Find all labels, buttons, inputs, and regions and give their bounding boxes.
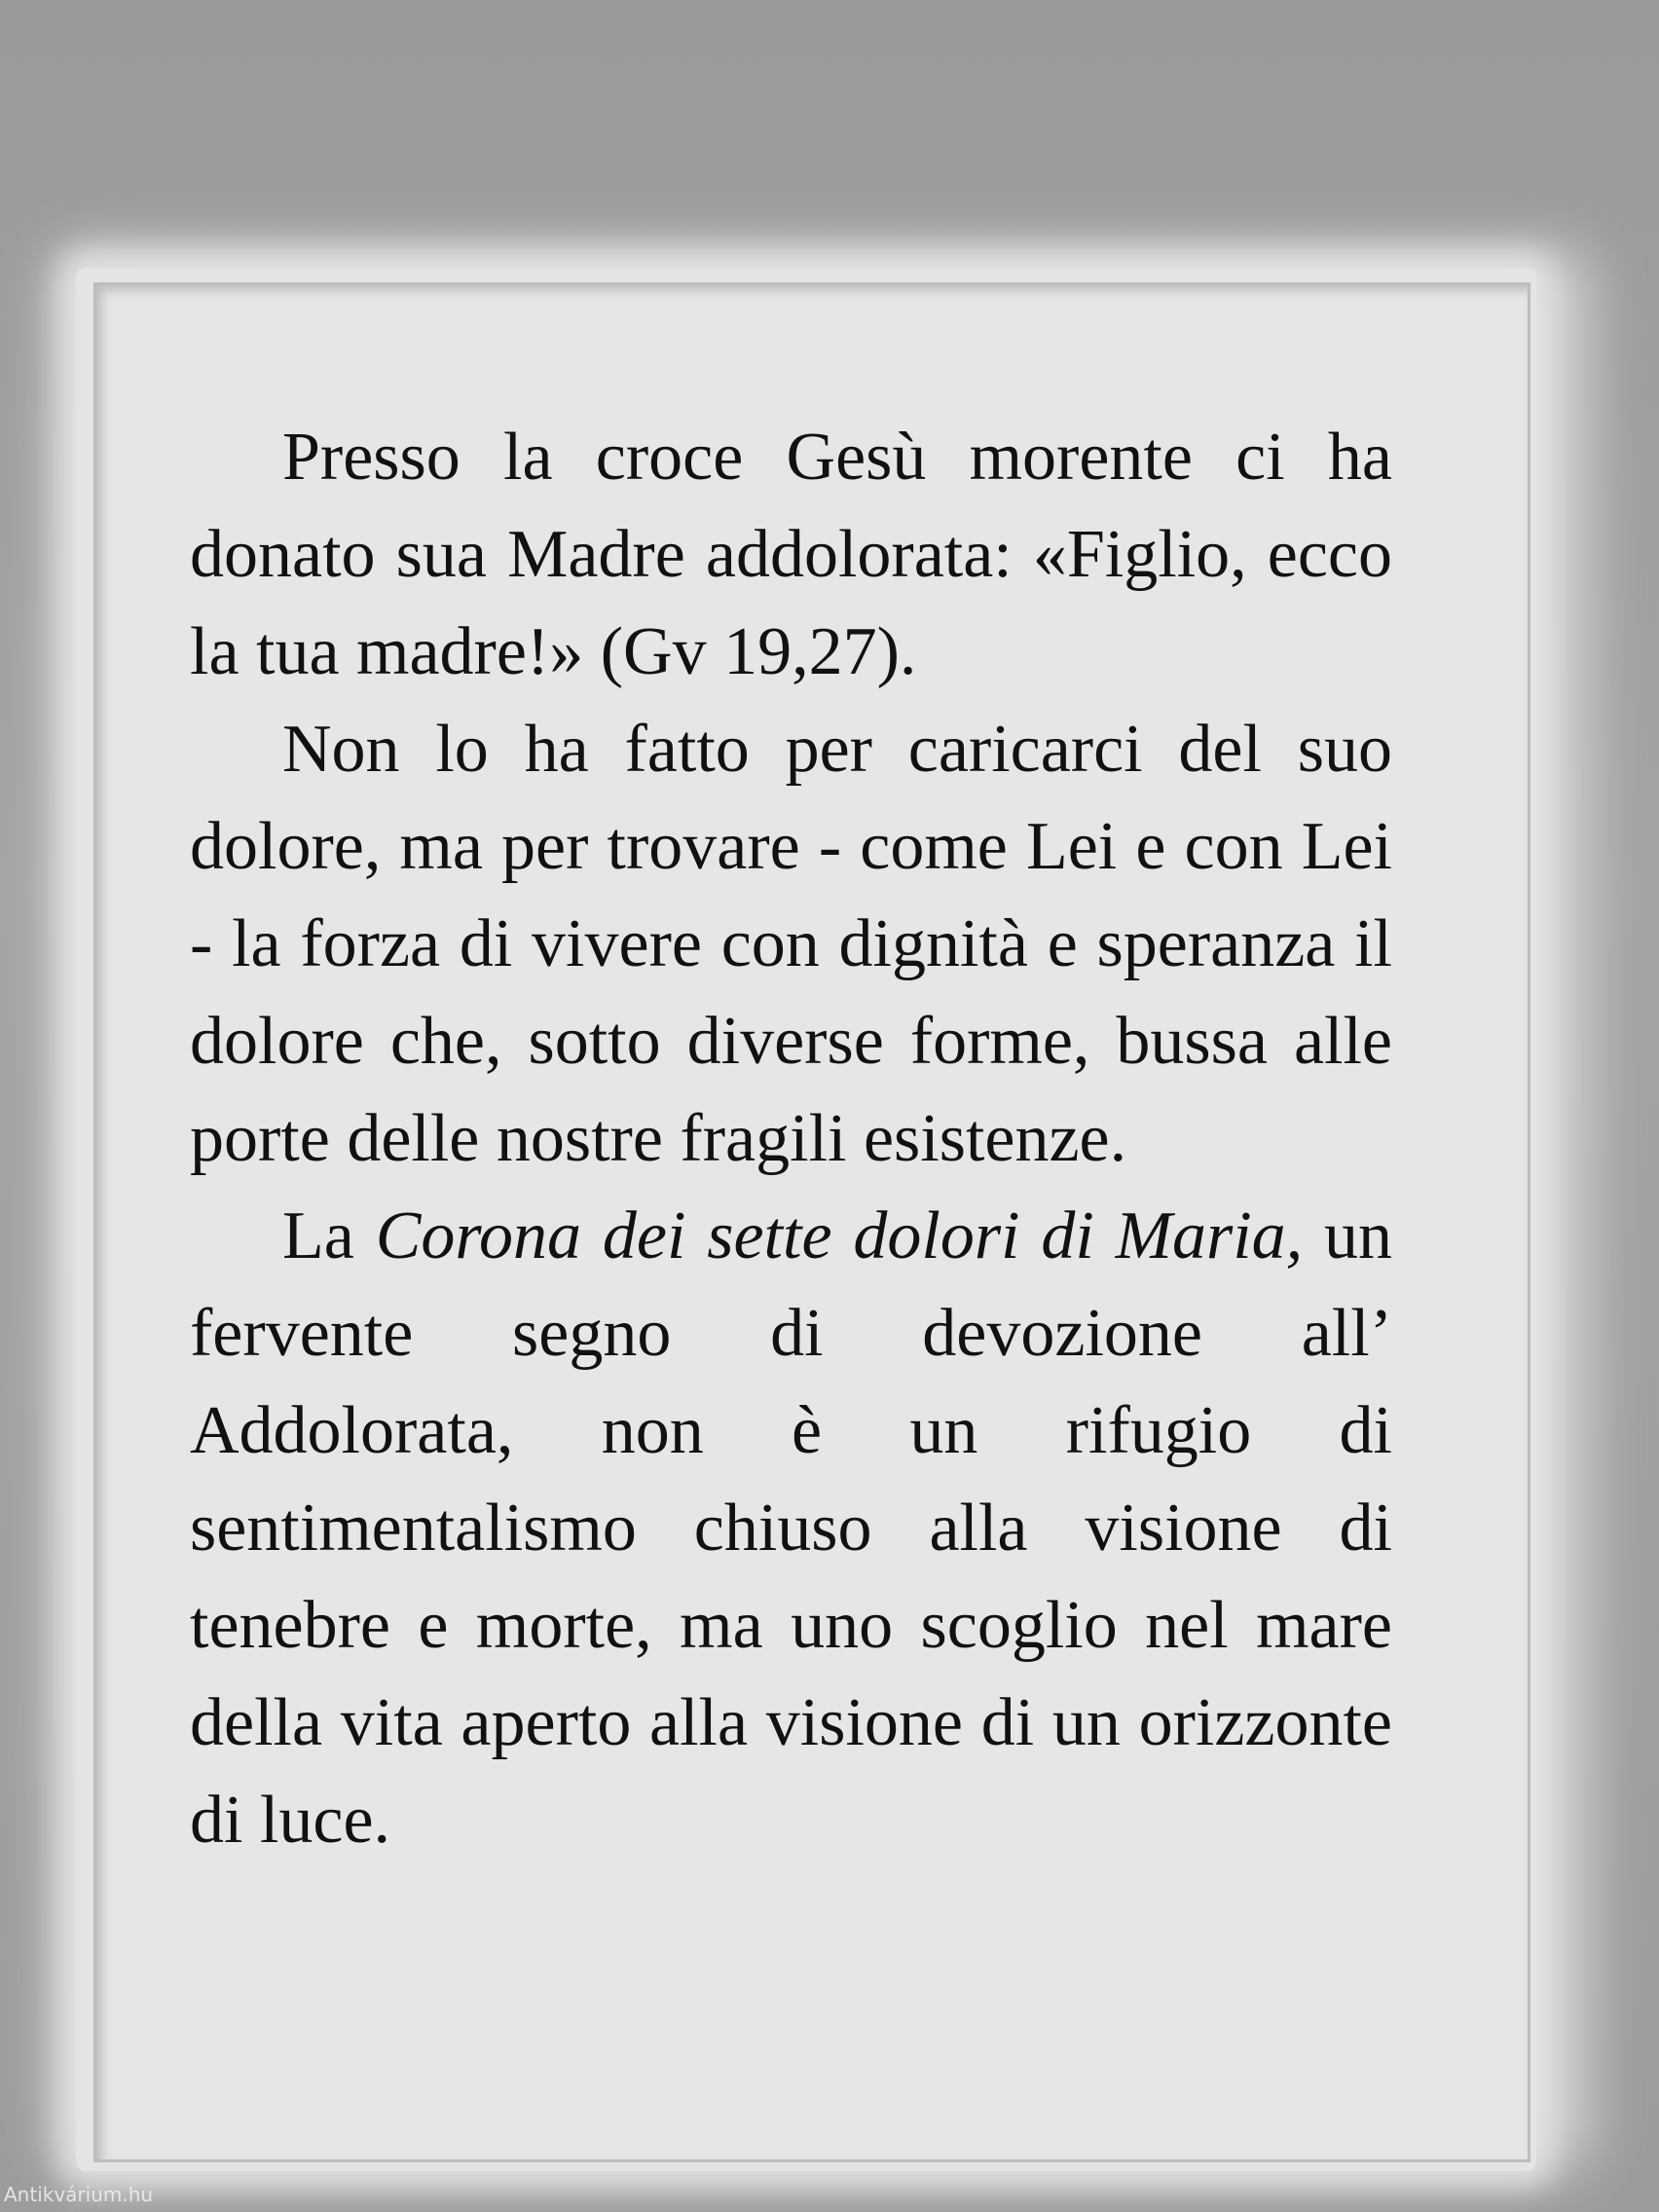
paragraph-3-text: un fervente segno di devozione all’ Addolorata, non è un rifugio di sentimentalismo chiuso alla visione di tenebre e morte, ma uno scoglio nel mare della vita aperto alla visione di un orizzonte di luce.	[190, 1198, 1393, 1858]
paragraph-3-title-italic: Corona dei sette dolori di Maria,	[375, 1198, 1304, 1273]
text-block	[190, 409, 1392, 1869]
paragraph-1	[190, 409, 1392, 701]
paragraph-2-text: Non lo ha fatto per caricarci del suo dolore, ma per trovare - come Lei e con Lei - la forza di vivere con dignità e speranza il dolore che, sotto diverse forme, bussa alle porte delle nostre fragili esistenze.	[190, 712, 1392, 1176]
paragraph-1-text: Presso la croce Gesù morente ci ha donato sua Madre addolorata: «Figlio, ecco la tua madre!» (Gv 19,27).	[190, 420, 1392, 689]
paragraph-3-prefix: La	[282, 1198, 376, 1273]
paragraph-2	[190, 701, 1392, 1188]
watermark: Antikvárium.hu	[4, 2183, 154, 2206]
paragraph-3	[190, 1188, 1392, 1869]
